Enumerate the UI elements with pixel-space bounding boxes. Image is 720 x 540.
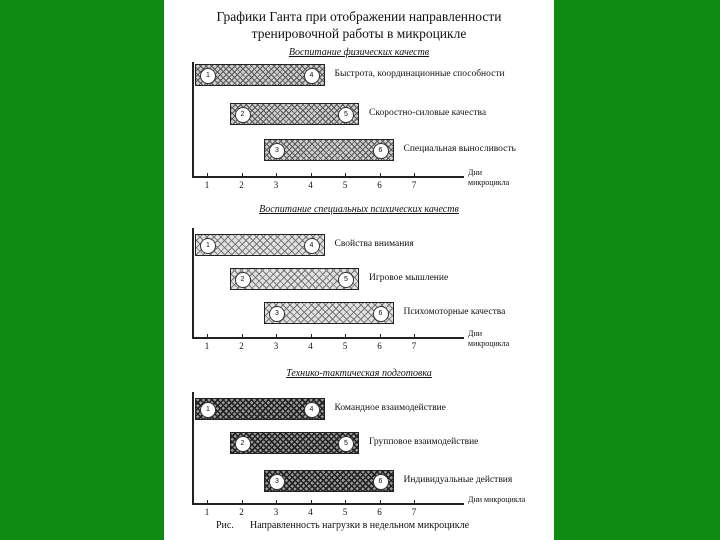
axis-tick xyxy=(242,334,243,338)
axis-tick-label: 1 xyxy=(204,341,210,351)
axis-tick xyxy=(276,500,277,504)
axis-tick xyxy=(311,173,312,177)
start-marker: 1 xyxy=(200,238,216,254)
axis-tick xyxy=(311,500,312,504)
axis-caption-2: микроцикла xyxy=(468,339,510,348)
axis-tick-label: 2 xyxy=(239,341,244,351)
axis-tick xyxy=(276,334,277,338)
horizontal-axis xyxy=(192,176,464,178)
axis-tick-label: 5 xyxy=(342,341,348,351)
bar-label: Скоростно-силовые качества xyxy=(369,108,487,118)
axis-tick-label: 3 xyxy=(273,341,279,351)
gantt-bar xyxy=(195,234,325,256)
gantt-bar xyxy=(195,64,325,86)
end-marker: 4 xyxy=(304,238,320,254)
axis-tick-label: 4 xyxy=(308,507,313,517)
axis-tick-label: 6 xyxy=(377,180,382,190)
axis-tick xyxy=(414,500,415,504)
axis-caption: Дни микроцикла xyxy=(468,495,526,504)
axis-tick xyxy=(345,173,346,177)
horizontal-axis xyxy=(192,337,464,339)
start-marker: 2 xyxy=(235,272,251,288)
gantt-bar xyxy=(264,139,394,161)
start-marker: 3 xyxy=(269,306,285,322)
section-title: Воспитание специальных психических качеств xyxy=(259,204,459,215)
gantt-bar xyxy=(264,470,394,492)
bar-label: Игровое мышление xyxy=(369,273,449,283)
end-marker: 6 xyxy=(373,474,389,490)
gantt-bar xyxy=(230,268,360,290)
axis-tick-label: 3 xyxy=(273,180,279,190)
axis-tick-label: 1 xyxy=(204,180,210,190)
axis-tick-label: 6 xyxy=(377,341,382,351)
axis-tick xyxy=(207,173,208,177)
bar-label: Быстрота, координационные способности xyxy=(334,69,505,79)
axis-tick xyxy=(380,173,381,177)
axis-tick xyxy=(345,334,346,338)
end-marker: 4 xyxy=(304,68,320,84)
end-marker: 5 xyxy=(338,436,354,452)
end-marker: 6 xyxy=(373,143,389,159)
end-marker: 6 xyxy=(373,306,389,322)
bar-label: Психомоторные качества xyxy=(403,307,506,317)
end-marker: 5 xyxy=(338,107,354,123)
start-marker: 2 xyxy=(235,436,251,452)
start-marker: 1 xyxy=(200,68,216,84)
axis-caption-2: микроцикла xyxy=(468,178,510,187)
caption-prefix: Рис. xyxy=(216,520,234,531)
axis-tick xyxy=(242,173,243,177)
axis-tick-label: 7 xyxy=(411,180,417,190)
axis-tick xyxy=(380,500,381,504)
axis-tick-label: 3 xyxy=(273,507,279,517)
bar-label: Командное взаимодействие xyxy=(334,403,446,413)
axis-tick xyxy=(380,334,381,338)
gantt-bar xyxy=(230,103,360,125)
axis-caption: Дни xyxy=(468,329,483,338)
axis-tick xyxy=(414,334,415,338)
start-marker: 2 xyxy=(235,107,251,123)
axis-tick xyxy=(242,500,243,504)
bar-label: Индивидуальные действия xyxy=(403,475,513,485)
bar-label: Специальная выносливость xyxy=(403,144,516,154)
start-marker: 3 xyxy=(269,143,285,159)
title-line-1: Графики Ганта при отображении направленности xyxy=(216,9,502,24)
axis-tick xyxy=(414,173,415,177)
end-marker: 4 xyxy=(304,402,320,418)
axis-tick-label: 4 xyxy=(308,341,313,351)
gantt-bar xyxy=(195,398,325,420)
vertical-axis xyxy=(192,228,194,337)
end-marker: 5 xyxy=(338,272,354,288)
axis-tick xyxy=(207,500,208,504)
start-marker: 3 xyxy=(269,474,285,490)
title-line-2: тренировочной работы в микроцикле xyxy=(251,26,467,41)
axis-caption: Дни xyxy=(468,168,483,177)
axis-tick xyxy=(311,334,312,338)
gantt-bar xyxy=(230,432,360,454)
bar-label: Групповое взаимодействие xyxy=(369,437,479,447)
axis-tick xyxy=(276,173,277,177)
start-marker: 1 xyxy=(200,402,216,418)
gantt-bar xyxy=(264,302,394,324)
caption-text: Направленность нагрузки в недельном микроцикле xyxy=(250,520,470,531)
vertical-axis xyxy=(192,62,194,176)
bar-label: Свойства внимания xyxy=(334,239,414,249)
axis-tick-label: 7 xyxy=(411,341,417,351)
axis-tick-label: 2 xyxy=(239,180,244,190)
section-title: Технико-тактическая подготовка xyxy=(286,368,432,379)
axis-tick-label: 5 xyxy=(342,180,348,190)
axis-tick-label: 5 xyxy=(342,507,348,517)
horizontal-axis xyxy=(192,503,464,505)
axis-tick-label: 1 xyxy=(204,507,210,517)
axis-tick-label: 7 xyxy=(411,507,417,517)
vertical-axis xyxy=(192,392,194,503)
axis-tick-label: 4 xyxy=(308,180,313,190)
axis-tick-label: 6 xyxy=(377,507,382,517)
axis-tick xyxy=(207,334,208,338)
document-page xyxy=(164,0,554,540)
section-title: Воспитание физических качеств xyxy=(288,47,430,58)
axis-tick-label: 2 xyxy=(239,507,244,517)
axis-tick xyxy=(345,500,346,504)
